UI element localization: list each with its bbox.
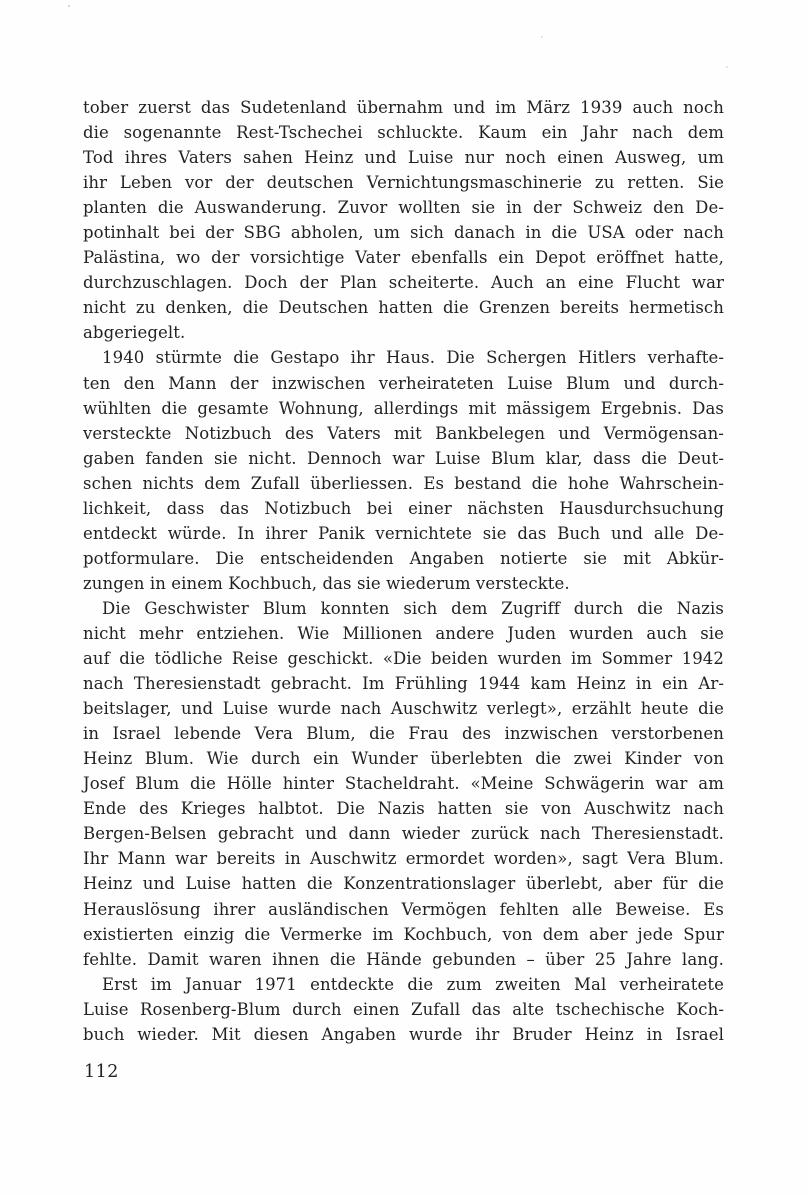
text-line: in Israel lebende Vera Blum, die Frau des inzwischen verstorbenen (83, 724, 724, 744)
text-line: Heinz Blum. Wie durch ein Wunder überlebten die zwei Kinder von (83, 749, 724, 769)
paragraph (83, 95, 724, 345)
text-line: beitslager, und Luise wurde nach Auschwitz verlegt», erzählt heute die (83, 699, 724, 719)
text-line: Heinz und Luise hatten die Konzentrationslager überlebt, aber für die (83, 874, 724, 894)
text-line: ihr Leben vor der deutschen Vernichtungsmaschinerie zu retten. Sie (83, 173, 724, 193)
scan-speck (541, 36, 543, 38)
text-line: 1940 stürmte die Gestapo ihr Haus. Die Schergen Hitlers verhafte- (102, 348, 724, 368)
text-line: fehlte. Damit waren ihnen die Hände gebunden – über 25 Jahre lang. (83, 949, 724, 969)
text-line: potformulare. Die entscheidenden Angaben notierte sie mit Abkür- (83, 548, 724, 568)
text-line: nicht zu denken, die Deutschen hatten die Grenzen bereits hermetisch (83, 298, 724, 318)
text-line: Ihr Mann war bereits in Auschwitz ermordet worden», sagt Vera Blum. (83, 849, 724, 869)
text-line: Josef Blum die Hölle hinter Stacheldraht. «Meine Schwägerin war am (83, 774, 724, 794)
text-line: Herauslösung ihrer ausländischen Vermögen fehlten alle Beweise. Es (83, 899, 724, 919)
text-line: auf die tödliche Reise geschickt. «Die beiden wurden im Sommer 1942 (83, 649, 724, 669)
text-line: nicht mehr entziehen. Wie Millionen andere Juden wurden auch sie (83, 623, 724, 643)
text-line: gaben fanden sie nicht. Dennoch war Luise Blum klar, dass die Deut- (83, 448, 724, 468)
text-line: potinhalt bei der SBG abholen, um sich danach in die USA oder nach (83, 223, 724, 243)
text-line: buch wieder. Mit diesen Angaben wurde ihr Bruder Heinz in Israel (83, 1024, 724, 1044)
scan-speck (68, 5, 70, 7)
text-line: schen nichts dem Zufall überliessen. Es bestand die hohe Wahrschein- (83, 473, 724, 493)
text-line: Die Geschwister Blum konnten sich dem Zugriff durch die Nazis (102, 598, 724, 618)
text-line: wühlten die gesamte Wohnung, allerdings mit mässigem Ergebnis. Das (83, 398, 724, 418)
text-line: zungen in einem Kochbuch, das sie wiederum versteckte. (83, 573, 570, 593)
paragraph (83, 596, 724, 972)
page-number: 112 (84, 1062, 119, 1082)
text-line: existierten einzig die Vermerke im Kochbuch, von dem aber jede Spur (83, 924, 724, 944)
scan-speck (726, 66, 728, 68)
text-line: Tod ihres Vaters sahen Heinz und Luise nur noch einen Ausweg, um (83, 148, 724, 168)
text-line: Ende des Krieges halbtot. Die Nazis hatten sie von Auschwitz nach (83, 799, 724, 819)
text-line: die sogenannte Rest-Tschechei schluckte. Kaum ein Jahr nach dem (83, 123, 724, 143)
text-line: versteckte Notizbuch des Vaters mit Bankbelegen und Vermögensan- (83, 423, 724, 443)
text-line: entdeckt würde. In ihrer Panik vernichtete sie das Buch und alle De- (83, 523, 724, 543)
text-line: Palästina, wo der vorsichtige Vater ebenfalls ein Depot eröffnet hatte, (83, 248, 724, 268)
text-line: durchzuschlagen. Doch der Plan scheiterte. Auch an eine Flucht war (83, 273, 724, 293)
text-line: Bergen-Belsen gebracht und dann wieder zurück nach Theresienstadt. (83, 824, 724, 844)
text-line: Luise Rosenberg-Blum durch einen Zufall das alte tschechische Koch- (83, 999, 724, 1019)
text-line: ten den Mann der inzwischen verheirateten Luise Blum und durch- (83, 373, 724, 393)
text-line: Erst im Januar 1971 entdeckte die zum zweiten Mal verheiratete (102, 974, 724, 994)
text-block (83, 95, 724, 1047)
text-line: lichkeit, dass das Notizbuch bei einer nächsten Hausdurchsuchung (83, 498, 724, 518)
text-line: abgeriegelt. (83, 323, 186, 343)
text-line: planten die Auswanderung. Zuvor wollten sie in der Schweiz den De- (83, 198, 724, 218)
text-line: nach Theresienstadt gebracht. Im Frühling 1944 kam Heinz in ein Ar- (83, 674, 724, 694)
paragraph (83, 972, 724, 1047)
text-line: tober zuerst das Sudetenland übernahm und im März 1939 auch noch (83, 98, 724, 117)
paragraph (83, 345, 724, 595)
